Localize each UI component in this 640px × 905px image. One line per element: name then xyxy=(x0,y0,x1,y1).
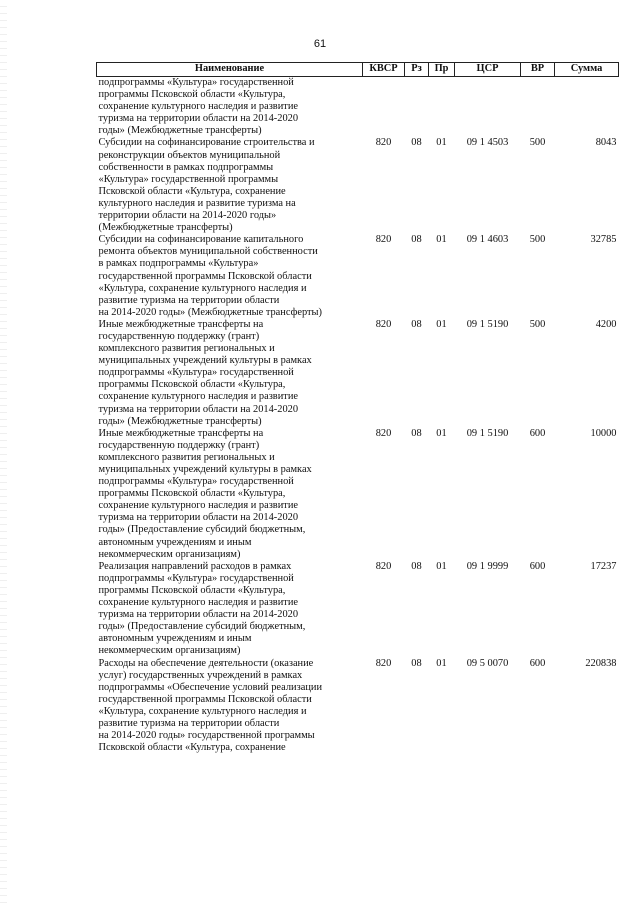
row-name-line: государственную поддержку (грант) xyxy=(98,330,260,342)
row-rz-cell: 08 xyxy=(411,657,422,669)
row-name-line: Субсидии на софинансирование капитального xyxy=(98,234,304,246)
row-pr-cell: 01 xyxy=(436,318,447,330)
row-rz-cell: 08 xyxy=(411,137,422,149)
header-rz: Рз xyxy=(405,63,429,77)
row-rz-cell xyxy=(405,77,429,138)
row-name-line: годы» (Предоставление субсидий бюджетным, xyxy=(98,524,306,536)
row-csr-cell: 09 1 9999 xyxy=(466,560,509,572)
row-kvsr-cell: 820 xyxy=(375,560,392,572)
row-vr-cell: 500 xyxy=(529,137,546,149)
row-name-line: услуг) государственных учреждений в рамках xyxy=(98,669,303,681)
row-vr-cell: 600 xyxy=(529,427,546,439)
row-name-line: Субсидии на софинансирование строительства и xyxy=(98,137,315,149)
row-rz-cell: 08 xyxy=(411,427,422,439)
row-name-line: туризма на территории области на 2014-2020 xyxy=(98,512,299,524)
row-csr-cell: 09 5 0070 xyxy=(466,657,509,669)
row-rz-cell: 08 xyxy=(411,234,422,246)
row-name-line: годы» (Межбюджетные трансферты) xyxy=(98,125,262,137)
row-sum-cell xyxy=(555,77,619,138)
row-name-line: программы Псковской области «Культура, xyxy=(98,379,286,391)
row-name-cell xyxy=(97,428,363,561)
header-name: Наименование xyxy=(97,63,363,77)
row-name-line: территории области на 2014-2020 годы» xyxy=(98,210,277,222)
row-sum-cell: 32785 xyxy=(590,234,617,246)
header-csr: ЦСР xyxy=(455,63,521,77)
row-name-line: Псковской области «Культура, сохранение xyxy=(98,742,286,754)
row-vr-cell xyxy=(521,77,555,138)
row-sum-cell: 10000 xyxy=(590,427,617,439)
row-kvsr-cell: 820 xyxy=(375,427,392,439)
row-csr-cell: 09 1 4503 xyxy=(466,137,509,149)
row-name-line: «Культура, сохранение культурного наследия и xyxy=(98,705,307,717)
row-csr-cell: 09 1 5190 xyxy=(466,427,509,439)
row-sum-cell: 8043 xyxy=(595,137,617,149)
table-row xyxy=(97,658,619,755)
header-vr: ВР xyxy=(521,63,555,77)
row-name-line: (Межбюджетные трансферты) xyxy=(98,222,233,234)
row-name-line: некоммерческим организациям) xyxy=(98,548,241,560)
row-name-line: автономным учреждениям и иным xyxy=(98,633,252,645)
row-name-line: туризма на территории области на 2014-2020 xyxy=(98,403,299,415)
row-name-line: сохранение культурного наследия и развитие xyxy=(98,597,298,609)
row-pr-cell: 01 xyxy=(436,234,447,246)
row-name-line: подпрограммы «Культура» государственной xyxy=(98,476,294,488)
row-name-line: развитие туризма на территории области xyxy=(98,294,280,306)
table-header-row xyxy=(97,63,619,77)
row-name-line: комплексного развития региональных и xyxy=(98,451,275,463)
row-name-line: «Культура, сохранение культурного наследия и xyxy=(98,282,307,294)
budget-table xyxy=(96,62,619,754)
row-name-line: туризма на территории области на 2014-2020 xyxy=(98,113,299,125)
row-name-line: годы» (Межбюджетные трансферты) xyxy=(98,415,262,427)
row-name-line: программы Псковской области «Культура, xyxy=(98,488,286,500)
row-pr-cell: 01 xyxy=(436,560,447,572)
row-name-line: подпрограммы «Культура» государственной xyxy=(98,367,294,379)
row-rz-cell: 08 xyxy=(411,318,422,330)
row-kvsr-cell: 820 xyxy=(375,137,392,149)
row-name-line: в рамках подпрограммы «Культура» xyxy=(98,258,259,270)
row-name-cell xyxy=(97,319,363,428)
row-name-line: автономным учреждениям и иным xyxy=(98,536,252,548)
row-name-cell xyxy=(97,658,363,755)
row-name-line: на 2014-2020 годы» государственной программы xyxy=(98,730,315,742)
row-name-line: муниципальных учреждений культуры в рамках xyxy=(98,464,312,475)
row-name-line: «Культура» государственной программы xyxy=(98,173,279,185)
row-name-line: на 2014-2020 годы» (Межбюджетные трансферты) xyxy=(98,306,322,318)
table-row xyxy=(97,319,619,428)
header-sum: Сумма xyxy=(555,63,619,77)
row-name-line: Псковской области «Культура, сохранение xyxy=(98,185,286,197)
row-kvsr-cell xyxy=(363,77,405,138)
row-name-line: реконструкции объектов муниципальной xyxy=(98,149,281,161)
row-name-line: комплексного развития региональных и xyxy=(98,343,275,355)
row-kvsr-cell: 820 xyxy=(375,657,392,669)
row-name-line: Иные межбюджетные трансферты на xyxy=(98,427,264,439)
row-name-line: программы Псковской области «Культура, xyxy=(98,584,286,596)
row-name-line: сохранение культурного наследия и развитие xyxy=(98,391,298,403)
row-name-line: Реализация направлений расходов в рамках xyxy=(98,560,292,572)
row-vr-cell: 600 xyxy=(529,560,546,572)
row-pr-cell xyxy=(429,77,455,138)
row-rz-cell: 08 xyxy=(411,560,422,572)
row-sum-cell: 17237 xyxy=(590,560,617,572)
row-kvsr-cell: 820 xyxy=(375,234,392,246)
row-name-line: муниципальных учреждений культуры в рамках xyxy=(98,355,312,367)
row-name-line: туризма на территории области на 2014-2020 xyxy=(98,609,299,621)
row-name-line: подпрограммы «Культура» государственной xyxy=(98,77,294,88)
row-name-line: подпрограммы «Культура» государственной xyxy=(98,572,294,584)
row-vr-cell: 500 xyxy=(529,234,546,246)
row-name-cell xyxy=(97,234,363,319)
table-row xyxy=(97,561,619,658)
table-row xyxy=(97,234,619,319)
row-name-line: Расходы на обеспечение деятельности (оказание xyxy=(98,657,314,669)
row-name-line: государственной программы Псковской области xyxy=(98,270,312,282)
header-kvsr: КВСР xyxy=(363,63,405,77)
row-vr-cell: 500 xyxy=(529,318,546,330)
row-name-cell xyxy=(97,77,363,138)
row-name-line: сохранение культурного наследия и развитие xyxy=(98,101,298,113)
page-number: 61 xyxy=(313,38,327,50)
row-vr-cell: 600 xyxy=(529,657,546,669)
row-name-line: некоммерческим организациям) xyxy=(98,645,241,657)
row-sum-cell: 220838 xyxy=(585,657,617,669)
header-pr: Пр xyxy=(429,63,455,77)
row-csr-cell: 09 1 4603 xyxy=(466,234,509,246)
row-name-line: государственную поддержку (грант) xyxy=(98,439,260,451)
row-sum-cell: 4200 xyxy=(595,318,617,330)
row-name-line: годы» (Предоставление субсидий бюджетным, xyxy=(98,621,306,633)
row-name-line: развитие туризма на территории области xyxy=(98,717,280,729)
table-row xyxy=(97,77,619,138)
row-kvsr-cell: 820 xyxy=(375,318,392,330)
table-row xyxy=(97,428,619,561)
row-name-line: государственной программы Псковской области xyxy=(98,693,312,705)
row-name-line: сохранение культурного наследия и развитие xyxy=(98,500,298,512)
row-name-line: подпрограммы «Обеспечение условий реализации xyxy=(98,681,322,693)
row-name-cell xyxy=(97,137,363,234)
row-name-line: культурного наследия и развитие туризма на xyxy=(98,197,296,209)
row-name-line: программы Псковской области «Культура, xyxy=(98,89,286,101)
row-csr-cell: 09 1 5190 xyxy=(466,318,509,330)
row-name-line: Иные межбюджетные трансферты на xyxy=(98,318,264,330)
row-pr-cell: 01 xyxy=(436,657,447,669)
row-pr-cell: 01 xyxy=(436,137,447,149)
row-pr-cell: 01 xyxy=(436,427,447,439)
table-row xyxy=(97,137,619,234)
row-name-cell xyxy=(97,561,363,658)
row-name-line: собственности в рамках подпрограммы xyxy=(98,161,274,173)
row-csr-cell xyxy=(455,77,521,138)
row-name-line: ремонта объектов муниципальной собственности xyxy=(98,246,318,258)
scan-edge-artifact xyxy=(0,0,7,905)
